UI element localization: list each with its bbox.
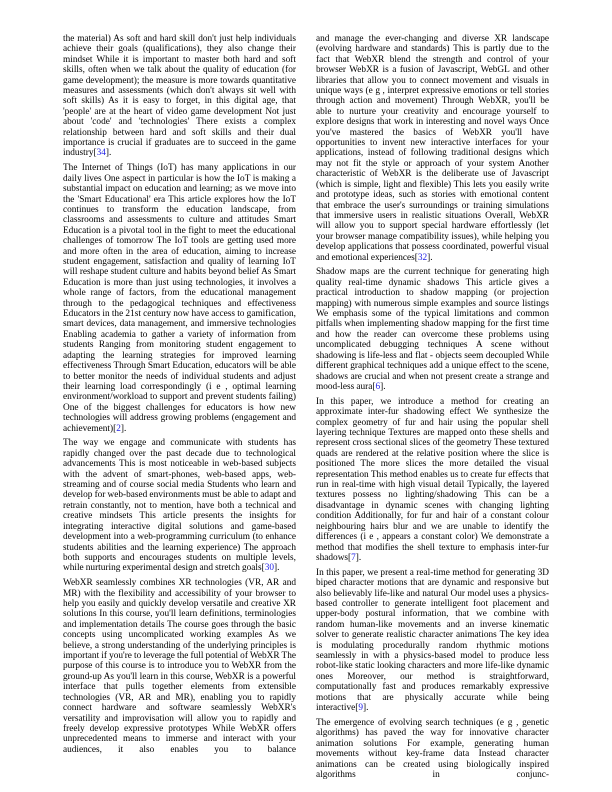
citation-link[interactable]: 9 <box>358 703 363 714</box>
paragraph <box>63 578 296 755</box>
paragraph-text: In this paper, we present a real-time method for generating 3D biped character motions that are dynamic and responsive but also believably life-like and natural Our model uses a physics-based controller to generate intelligent foot placement and upper-body postural information, that we combine with random human-like movements and an inverse kinematic solver to generate realistic character animations The key idea is modulating procedurally random rhythmic motions seamlessly in with a physics-based model to produce less robot-like static looking characters and more life-like dynamic ones Moreover, our method is straightforward, computationally fast and produces remarkably expressive motions that are physically accurate while being interactive <box>316 567 549 714</box>
paragraph: and manage the ever-changing and diverse XR landscape (evolving hardware and standards) This is partly due to the fact that WebXR blend the strength and control of your browser WebXR is a fusion of Javascript, WebGL and other libraries that allow you to connect movement and visuals in unique ways (e g , interpret expressive emotions or tell stories through action and movement) Through WebXR, you'll be able to nurture your creativity and encourage yourself to explore designs that work in interesting and novel ways Once you've mastered the basics of WebXR you'll have opportunities to invent new interactive interfaces for your applications, instead of following traditional designs which may not fit the style or approach of your system Another characteristic of WebXR is the deliberate use of Javascript (which is simple, light and flexible) This lets you easily write and prototype ideas, such as stories with emotional content that embrace the user's surroundings or training simulations that immersive users in realistic situations Overall, WebXR will allow you to support special hardware effortlessly (let your browser manage compatibility issues), while helping you develop applications that possess coordinated, powerful visual and emotional experiences[32]. <box>316 34 549 263</box>
paragraph-text: The way we engage and communicate with students has rapidly changed over the past decade due to technological advancements This is most noticeable in web-based subjects with the advent of smart-phones, web-based apps, web-streaming and of course social media Students who learn and develop for web-based environments must be able to adapt and retrain constantly, not to mention, have both a technical and creative mindsets This article presents the insights for integrating interactive digital solutions and game-based development into a web-programming curriculum (to enhance students abilities and the learning experience) The approach both supports and encourages students on multiple levels, while nurturing experimental design and stretch goals <box>63 438 296 574</box>
paragraph-text: the material) As soft and hard skill don't just help individuals achieve their goals (qualifications), they also change their mindset While it is important to master both hard and soft skills, often when we talk about the quality of education (for game development); the measure is more towards quantitative measures and assessments (which don't always sit well with soft skills) As it is easy to forget, in this digital age, that 'people' are at the heart of video game development Not just about 'code' and 'technologies' There exists a complex relationship between hard and soft skills and their dual importance is crucial if graduates are to succeed in the game industry <box>63 34 296 159</box>
paragraph <box>316 718 549 780</box>
citation-link[interactable]: 34 <box>96 148 106 159</box>
citation-link[interactable]: 2 <box>116 423 121 434</box>
citation-link[interactable]: 6 <box>375 381 381 392</box>
paragraph-text: The Internet of Things (IoT) has many applications in our daily lives One aspect in particular is how the IoT is making a substantial impact on education and learning; as we move into the 'Smart Educational' era This article explores how the IoT continues to transform the education landscape, from classrooms and assessments to culture and attitudes Smart Education is a pivotal tool in the fight to meet the educational challenges of tomorrow The IoT tools are getting used more and more often in the area of education, aiming to increase student engagement, satisfaction and quality of learning IoT will reshape student culture and habits beyond belief As Smart Education is more than just using technologies, it involves a whole range of factors, from the educational management through to the pedagogical techniques and effectiveness Educators in the 21st century now have access to gamification, smart devices, data management, and immersive technologies Enabling academia to gather a variety of information from students Ranging from monitoring student engagement to adapting the learning strategies for improved learning effectiveness Through Smart Education, educators will be able to better monitor the needs of individual students and adjust their learning load correspondingly (i e , optimal learning environment/workload to support and prevent students failing) One of the biggest challenges for educators is how new technologies will address growing problems (engagement and achievement) <box>63 163 296 434</box>
paragraph-text: and manage the ever-changing and diverse XR landscape (evolving hardware and standards) This is partly due to the fact that WebXR blend the strength and control of your browser WebXR is a fusion of Javascript, WebGL and other libraries that allow you to connect movement and visuals in unique ways (e g , interpret expressive emotions or tell stories through action and movement) Through WebXR, you'll be able to nurture your creativity and encourage yourself to explore designs that work in interesting and novel ways Once you've mastered the basics of WebXR you'll have opportunities to invent new interactive interfaces for your applications, instead of following traditional designs which may not fit the style or approach of your system Another characteristic of WebXR is the deliberate use of Javascript (which is simple, light and flexible) This lets you easily write and prototype ideas, such as stories with emotional content that embrace the user's surroundings or training simulations that immersive users in realistic situations Overall, WebXR will allow you to support special hardware effortlessly (let your browser manage compatibility issues), while helping you develop applications that possess coordinated, powerful visual and emotional experiences <box>316 34 549 263</box>
citation-link[interactable]: 7 <box>351 552 356 563</box>
paragraph-text: The emergence of evolving search techniques (e g , genetic algorithms) has paved the way for innovative character animation solutions For example, generating human movements without key-frame data Instead character animations can be created using biologically inspired algorithms in conjunc- <box>316 718 549 781</box>
paragraph-text: Shadow maps are the current technique for generating high quality real-time dynamic shadows This article gives a practical introduction to shadow mapping (or projection mapping) with numerous simple examples and source listings We emphasis some of the typical limitations and common pitfalls when implementing shadow mapping for the first time and how the reader can overcome these problems using uncomplicated debugging techniques A scene without shadowing is life-less and flat - objects seem decoupled While different graphical techniques add a unique effect to the scene, shadows are crucial and when not present create a strange and mood-less aura <box>316 267 549 392</box>
text-column-right <box>316 34 549 780</box>
paragraph: In this paper, we introduce a method for creating an approximate inter-fur shadowing effect We synthesize the complex geometry of fur and hair using the popular shell layering technique Textures are mapped onto these shells and represent cross sectional slices of the geometry These textured quads are rendered at the relative position where the slice is positioned The more slices the more detailed the visual representation This method enables us to create fur effects that run in real-time with high visual detail Typically, the layered textures possess no lighting/shadowing This can be a disadvantage in dynamic scenes with changing lighting condition Additionally, for fur and hair of a constant colour neighbouring hairs blur and we are unable to identify the differences (i e , appears a constant color) We demonstrate a method that modifies the shell texture to emphasis inter-fur shadows[7]. <box>316 396 549 563</box>
paragraph: The way we engage and communicate with students has rapidly changed over the past decade due to technological advancements This is most noticeable in web-based subjects with the advent of smart-phones, web-based apps, web-streaming and of course social media Students who learn and develop for web-based environments must be able to adapt and retrain constantly, not to mention, have both a technical and creative mindsets This article presents the insights for integrating interactive digital solutions and game-based development into a web-programming curriculum (to enhance students abilities and the learning experience) The approach both supports and encourages students on multiple levels, while nurturing experimental design and stretch goals[30]. <box>63 438 296 574</box>
citation-link[interactable]: 32 <box>417 252 428 263</box>
paragraph: Shadow maps are the current technique for generating high quality real-time dynamic shadows This article gives a practical introduction to shadow mapping (or projection mapping) with numerous simple examples and source listings We emphasis some of the typical limitations and common pitfalls when implementing shadow mapping for the first time and how the reader can overcome these problems using uncomplicated debugging techniques A scene without shadowing is life-less and flat - objects seem decoupled While different graphical techniques add a unique effect to the scene, shadows are crucial and when not present create a strange and mood-less aura[6]. <box>316 267 549 392</box>
citation-link[interactable]: 30 <box>264 563 275 574</box>
paragraph: the material) As soft and hard skill don't just help individuals achieve their goals (qualifications), they also change their mindset While it is important to master both hard and soft skills, often when we talk about the quality of education (for game development); the measure is more towards quantitative measures and assessments (which don't always sit well with soft skills) As it is easy to forget, in this digital age, that 'people' are at the heart of video game development Not just about 'code' and 'technologies' There exists a complex relationship between hard and soft skills and their dual importance is crucial if graduates are to succeed in the game industry[34]. <box>63 34 296 159</box>
paragraph: The Internet of Things (IoT) has many applications in our daily lives One aspect in particular is how the IoT is making a substantial impact on education and learning; as we move into the 'Smart Educational' era This article explores how the IoT continues to transform the education landscape, from classrooms and assessments to culture and attitudes Smart Education is a pivotal tool in the fight to meet the educational challenges of tomorrow The IoT tools are getting used more and more often in the area of education, aiming to increase student engagement, satisfaction and quality of learning IoT will reshape student culture and habits beyond belief As Smart Education is more than just using technologies, it involves a whole range of factors, from the educational management through to the pedagogical techniques and effectiveness Educators in the 21st century now have access to gamification, smart devices, data management, and immersive technologies Enabling academia to gather a variety of information from students Ranging from monitoring student engagement to adapting the learning strategies for improved learning effectiveness Through Smart Education, educators will be able to better monitor the needs of individual students and adjust their learning load correspondingly (i e , optimal learning environment/workload to support and prevent students failing) One of the biggest challenges for educators is how new technologies will address growing problems (engagement and achievement)[2]. <box>63 163 296 434</box>
paragraph: In this paper, we present a real-time method for generating 3D biped character motions that are dynamic and responsive but also believably life-like and natural Our model uses a physics-based controller to generate intelligent foot placement and upper-body postural information, that we combine with random human-like movements and an inverse kinematic solver to generate realistic character animations The key idea is modulating procedurally random rhythmic motions seamlessly in with a physics-based model to produce less robot-like static looking characters and more life-like dynamic ones Moreover, our method is straightforward, computationally fast and produces remarkably expressive motions that are physically accurate while being interactive[9]. <box>316 567 549 714</box>
paragraph-text: In this paper, we introduce a method for creating an approximate inter-fur shadowing effect We synthesize the complex geometry of fur and hair using the popular shell layering technique Textures are mapped onto these shells and represent cross sectional slices of the geometry These textured quads are rendered at the relative position where the slice is positioned The more slices the more detailed the visual representation This method enables us to create fur effects that run in real-time with high visual detail Typically, the layered textures possess no lighting/shadowing This can be a disadvantage in dynamic scenes with changing lighting condition Additionally, for fur and hair of a constant colour neighbouring hairs blur and we are unable to identify the differences (i e , appears a constant color) We demonstrate a method that modifies the shell texture to emphasis inter-fur shadows <box>316 396 549 563</box>
paragraph-text: WebXR seamlessly combines XR technologies (VR, AR and MR) with the flexibility and accessibility of your browser to help you easily and quickly develop versatile and creative XR solutions In this course, you'll learn definitions, terminologies and implementation details The course goes through the basic concepts using uncomplicated working examples As we believe, a strong understanding of the underlying principles is important if you're to leverage the full potential of WebXR The purpose of this course is to introduce you to WebXR from the ground-up As you'll learn in this course, WebXR is a powerful interface that pulls together elements from extensible technologies (VR, AR and MR), enabling you to rapidly connect hardware and software seamlessly WebXR's versatility and improvisation will allow you to rapidly and freely develop expressive prototypes While WebXR offers unprecedented means to immerse and interact with your audiences, it also enables you to balance <box>63 578 297 755</box>
text-column-left <box>63 34 296 755</box>
